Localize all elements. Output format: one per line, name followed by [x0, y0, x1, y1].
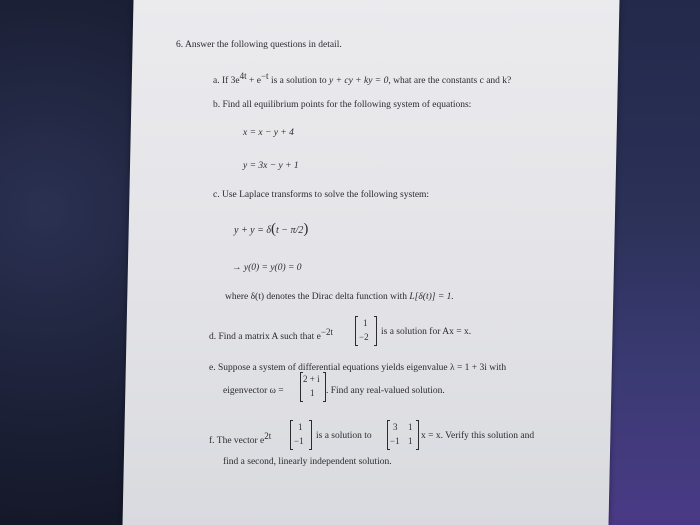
part-c-note-math: L[δ(t)] = 1.	[409, 292, 454, 302]
part-c-label: c.	[213, 190, 220, 200]
part-e-eigen-label: eigenvector ω =	[223, 386, 284, 396]
part-e-label: e.	[209, 363, 216, 373]
part-f-vector	[290, 420, 312, 450]
part-f-mat-r2c2: 1	[408, 436, 413, 446]
part-f-mat-r1c2: 1	[408, 422, 413, 432]
part-b-text: Find all equilibrium points for the following system of equations:	[222, 100, 472, 110]
part-f-line-2	[223, 456, 392, 468]
part-c-equation-2	[232, 262, 302, 274]
part-e	[209, 362, 506, 374]
part-e-eigenvector-label	[223, 385, 284, 397]
part-f-mat-r1c1: 3	[393, 422, 398, 432]
part-d-text-prefix: Find a matrix A such that e	[218, 332, 321, 343]
part-f-vec-top: 1	[298, 422, 303, 432]
part-e-vector	[300, 372, 326, 402]
part-e-vec-bot: 1	[310, 388, 315, 398]
part-a-ode: y + cy + ky = 0	[329, 76, 389, 87]
part-b-eq2: y = 3x − y + 1	[243, 161, 299, 171]
part-c-eq1-left: y + y = δ	[234, 225, 272, 236]
part-c-eq1-arg: t − π/2	[276, 225, 304, 236]
part-f-text-suffix: x = x. Verify this solution and	[421, 431, 535, 441]
part-c	[213, 189, 429, 201]
part-b-label: b.	[213, 100, 221, 110]
part-a-exp2: −t	[260, 71, 269, 81]
part-d	[209, 326, 333, 343]
part-f-mat-r2c1: −1	[390, 436, 400, 446]
part-b-equation-2	[243, 160, 299, 172]
part-d-label: d.	[209, 332, 217, 343]
part-c-eq2: → y(0) = y(0) = 0	[232, 263, 302, 273]
part-f-label: f.	[209, 436, 215, 447]
part-e-suffix	[326, 385, 445, 397]
part-a-text-prefix: If 3e	[221, 76, 240, 87]
part-f-matrix	[387, 420, 419, 450]
part-b	[213, 99, 471, 111]
part-d-vector	[355, 316, 377, 346]
part-c-note-prefix: where δ(t) denotes the Dirac delta function with	[225, 292, 408, 302]
part-b-eq1: x = x − y + 4	[243, 128, 294, 138]
part-e-vec-top: 2 + i	[303, 374, 320, 384]
part-f-text-prefix: The vector e	[216, 436, 265, 447]
problem-heading-text: Answer the following questions in detail.	[184, 40, 342, 50]
problem-number: 6.	[176, 40, 184, 50]
part-d-vec-top: 1	[363, 318, 368, 328]
part-a-text-mid: is a solution to	[268, 76, 329, 87]
part-f-exp: 2t	[264, 431, 272, 441]
part-d-suffix	[381, 326, 471, 338]
part-c-note	[225, 291, 454, 303]
part-a-label: a.	[213, 76, 220, 87]
part-f-vec-bot: −1	[294, 436, 304, 446]
part-a-text-suffix: , what are the constants c and k?	[388, 76, 512, 87]
part-a	[213, 70, 511, 87]
part-f-text-mid: is a solution to	[316, 431, 372, 441]
part-e-text: Suppose a system of differential equations yields eigenvalue λ = 1 + 3i with	[217, 363, 507, 373]
part-f-suffix	[421, 430, 534, 442]
part-d-vec-bot: −2	[359, 332, 369, 342]
part-f	[209, 430, 271, 447]
part-b-equation-1	[243, 127, 294, 139]
part-d-text-suffix: is a solution for Ax = x.	[381, 327, 472, 337]
part-c-equation-1: y + y = δ(t − π/2)	[234, 221, 309, 237]
problem-heading	[176, 39, 342, 51]
part-f-mid	[316, 430, 372, 442]
part-e-text-suffix: . Find any real-valued solution.	[326, 386, 445, 396]
part-a-plus: + e	[246, 76, 261, 87]
part-a-exp1: 4t	[239, 71, 247, 81]
part-c-text: Use Laplace transforms to solve the following system:	[221, 190, 430, 200]
part-d-exp: −2t	[320, 327, 333, 337]
part-f-line2: find a second, linearly independent solution.	[223, 457, 392, 467]
